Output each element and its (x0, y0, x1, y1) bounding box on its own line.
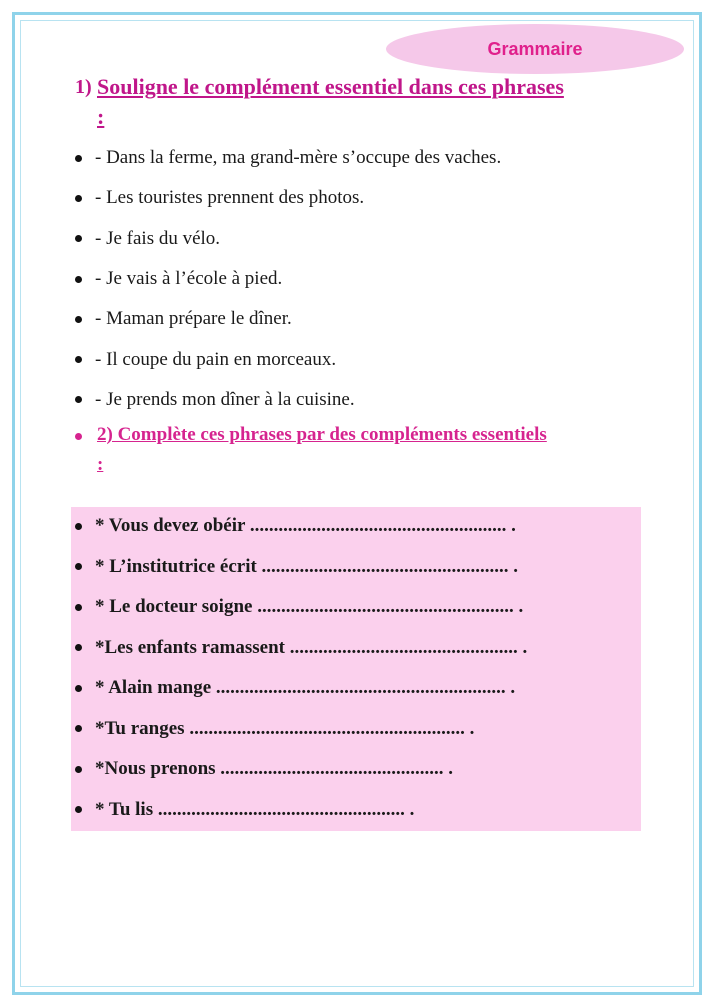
bullet-icon (75, 396, 82, 403)
sentence-text: - Maman prépare le dîner. (95, 308, 292, 330)
exercise1-number: 1) (75, 76, 92, 98)
list-item (75, 339, 635, 379)
exercise1-title: Souligne le complément essentiel dans ces phrases : (97, 74, 564, 129)
list-item (75, 628, 635, 669)
bullet-icon (75, 563, 82, 570)
sentence-text: - Je prends mon dîner à la cuisine. (95, 388, 355, 410)
bullet-icon (75, 604, 82, 611)
list-item (75, 709, 635, 750)
bullet-icon (75, 725, 82, 732)
list-item (75, 668, 635, 709)
list-item (75, 380, 635, 420)
bullet-icon (75, 766, 82, 773)
list-item (75, 299, 635, 339)
bullet-icon (75, 195, 82, 202)
list-item (75, 587, 635, 628)
list-item (75, 790, 635, 831)
bullet-icon (75, 523, 82, 530)
list-item (75, 506, 635, 547)
bullet-icon (75, 356, 82, 363)
bullet-icon (75, 316, 82, 323)
sentence-text: - Les touristes prennent des photos. (95, 187, 365, 209)
list-item (75, 547, 635, 588)
badge-label: Grammaire (487, 38, 583, 59)
sentence-text: - Je vais à l’école à pied. (95, 268, 283, 290)
sentence-text: - Je fais du vélo. (95, 227, 221, 249)
bullet-icon (75, 235, 82, 242)
fill-in-sentence: * Alain mange ............................................................. . (95, 677, 516, 699)
exercise2-title: 2) Complète ces phrases par des compléments essentiels : (97, 424, 547, 475)
fill-in-sentence: *Nous prenons ............................................... . (95, 758, 454, 780)
exercise1-list (75, 138, 635, 420)
fill-in-sentence: *Tu ranges .......................................................... . (95, 717, 475, 739)
list-item (75, 178, 635, 218)
fill-in-sentence: * Vous devez obéir ...................................................... . (95, 515, 516, 537)
grammaire-badge (386, 24, 684, 74)
exercise2-list (75, 506, 635, 830)
list-item (75, 138, 635, 178)
list-item (75, 749, 635, 790)
bullet-icon (75, 806, 82, 813)
bullet-icon (75, 433, 82, 440)
bullet-icon (75, 685, 82, 692)
fill-in-sentence: * L’institutrice écrit .................................................... . (95, 555, 519, 577)
fill-in-sentence: * Tu lis .................................................... . (95, 798, 415, 820)
fill-in-sentence: *Les enfants ramassent ................................................ . (95, 636, 528, 658)
bullet-icon (75, 155, 82, 162)
sentence-text: - Il coupe du pain en morceaux. (95, 348, 337, 370)
bullet-icon (75, 644, 82, 651)
list-item (75, 219, 635, 259)
fill-in-sentence: * Le docteur soigne ...................................................... . (95, 596, 524, 618)
bullet-icon (75, 276, 82, 283)
list-item (75, 259, 635, 299)
sentence-text: - Dans la ferme, ma grand-mère s’occupe des vaches. (95, 147, 502, 169)
